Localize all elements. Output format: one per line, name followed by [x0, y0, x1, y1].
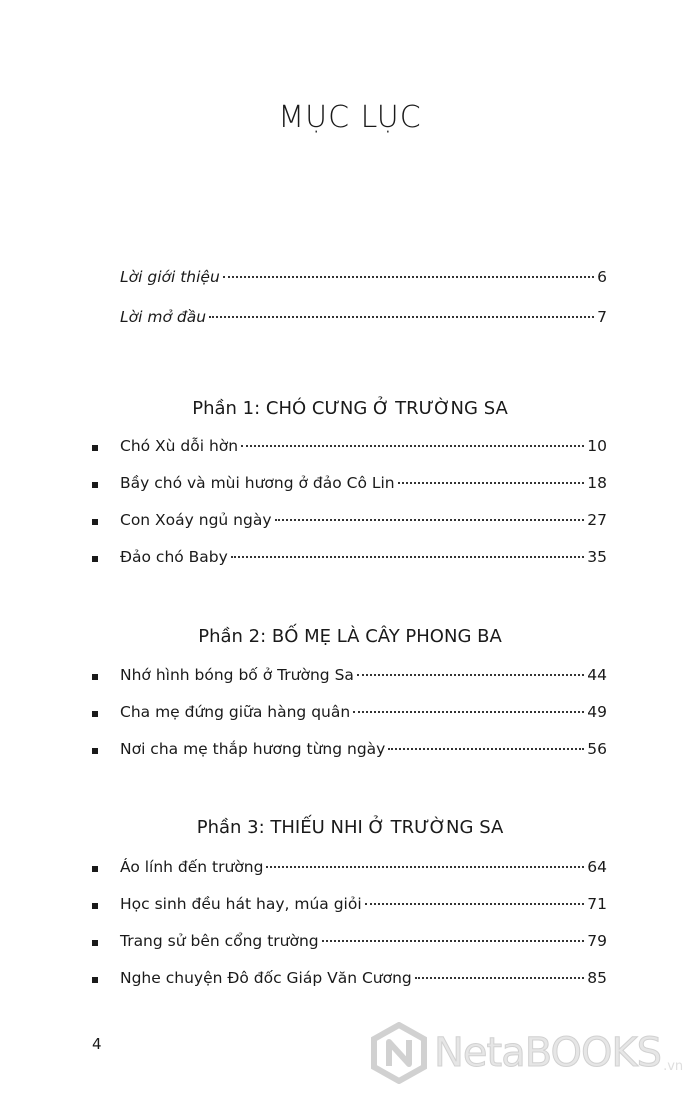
toc-entry-label: Áo lính đến trường: [120, 858, 264, 876]
toc-entry-page: 6: [597, 268, 607, 286]
toc-entry[interactable]: [0, 548, 700, 572]
toc-entry[interactable]: [0, 969, 700, 993]
bullet-icon: [92, 556, 98, 562]
toc-entry[interactable]: [0, 437, 700, 461]
bullet-icon: [92, 977, 98, 983]
toc-entry-label: Con Xoáy ngủ ngày: [120, 511, 272, 529]
toc-entry-page: 7: [597, 308, 607, 326]
page-title: MỤC LỤC: [278, 100, 422, 135]
bullet-icon: [92, 482, 98, 488]
toc-entry-label: Đảo chó Baby: [120, 548, 228, 566]
toc-entry[interactable]: [0, 666, 700, 690]
toc-entry[interactable]: [0, 740, 700, 764]
part-heading-1: Phần 1: CHÓ CƯNG Ở TRƯỜNG SA: [192, 398, 508, 419]
toc-entry-label: Nghe chuyện Đô đốc Giáp Văn Cương: [120, 969, 412, 987]
netabooks-logo-icon: [370, 1022, 428, 1084]
dot-leader: [275, 519, 585, 521]
dot-leader: [223, 276, 594, 278]
dot-leader: [365, 903, 585, 905]
dot-leader: [241, 445, 584, 447]
part-heading-3: Phần 3: THIẾU NHI Ở TRƯỜNG SA: [196, 817, 504, 838]
toc-entry-page: 71: [587, 895, 607, 913]
toc-entry-preface[interactable]: [0, 308, 700, 332]
toc-entry[interactable]: [0, 895, 700, 919]
dot-leader: [209, 316, 594, 318]
toc-entry-intro[interactable]: [0, 268, 700, 292]
toc-entry-label: Lời giới thiệu: [120, 268, 220, 286]
dot-leader: [353, 711, 584, 713]
watermark-suffix: .vn: [663, 1059, 684, 1074]
bullet-icon: [92, 711, 98, 717]
bullet-icon: [92, 903, 98, 909]
toc-entry[interactable]: [0, 858, 700, 882]
dot-leader: [398, 482, 585, 484]
dot-leader: [415, 977, 584, 979]
bullet-icon: [92, 674, 98, 680]
bullet-icon: [92, 748, 98, 754]
toc-entry-page: 18: [587, 474, 607, 492]
toc-entry-label: Chó Xù dỗi hờn: [120, 437, 239, 455]
dot-leader: [357, 674, 584, 676]
toc-entry-page: 56: [587, 740, 607, 758]
toc-entry-label: Nhớ hình bóng bố ở Trường Sa: [120, 666, 354, 684]
dot-leader: [322, 940, 585, 942]
toc-entry-label: Nơi cha mẹ thắp hương từng ngày: [120, 740, 386, 758]
toc-entry[interactable]: [0, 474, 700, 498]
dot-leader: [266, 866, 584, 868]
toc-entry-label: Học sinh đều hát hay, múa giỏi: [120, 895, 362, 913]
toc-entry-page: 10: [587, 437, 607, 455]
bullet-icon: [92, 519, 98, 525]
dot-leader: [231, 556, 584, 558]
toc-entry-page: 49: [587, 703, 607, 721]
toc-entry-label: Trang sử bên cổng trường: [120, 932, 319, 950]
toc-entry-page: 64: [587, 858, 607, 876]
toc-entry-page: 27: [587, 511, 607, 529]
dot-leader: [388, 748, 584, 750]
toc-entry[interactable]: [0, 932, 700, 956]
toc-entry-page: 35: [587, 548, 607, 566]
toc-entry[interactable]: [0, 703, 700, 727]
toc-entry[interactable]: [0, 511, 700, 535]
toc-entry-label: Lời mở đầu: [120, 308, 207, 326]
page-number: 4: [92, 1035, 102, 1053]
bullet-icon: [92, 866, 98, 872]
toc-entry-page: 85: [587, 969, 607, 987]
watermark: [370, 1018, 690, 1088]
toc-entry-label: Bầy chó và mùi hương ở đảo Cô Lin: [120, 474, 395, 492]
bullet-icon: [92, 445, 98, 451]
watermark-brand: NetaBOOKS: [434, 1030, 662, 1076]
bullet-icon: [92, 940, 98, 946]
part-heading-2: Phần 2: BỐ MẸ LÀ CÂY PHONG BA: [198, 626, 502, 647]
toc-entry-label: Cha mẹ đứng giữa hàng quân: [120, 703, 351, 721]
toc-entry-page: 79: [587, 932, 607, 950]
toc-entry-page: 44: [587, 666, 607, 684]
